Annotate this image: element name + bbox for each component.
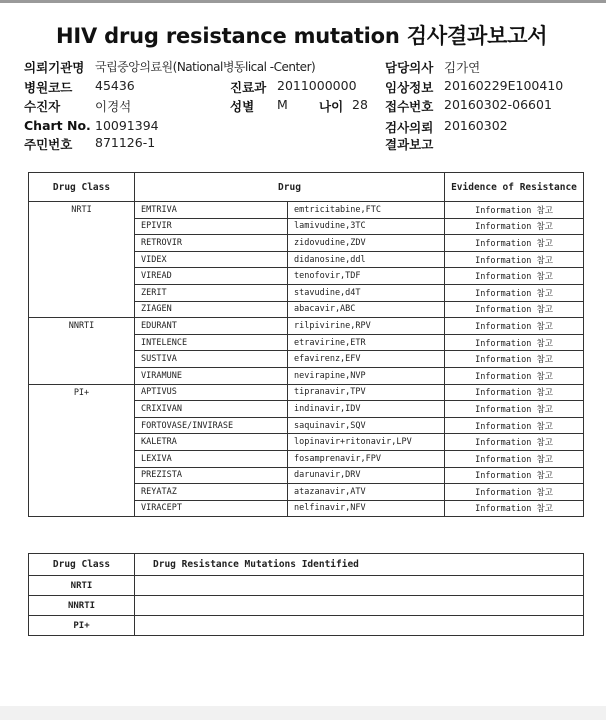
evidence-cell: Information 참고	[445, 284, 584, 301]
drug-class-cell: PI+	[29, 616, 135, 636]
sex-value: M	[277, 97, 288, 112]
resident-no-value: 871126-1	[95, 135, 156, 150]
clinical-info-label: 임상정보	[385, 80, 434, 95]
evidence-cell: Information 참고	[445, 367, 584, 384]
evidence-cell: Information 참고	[445, 484, 584, 501]
request-date-label: 검사의뢰	[385, 120, 434, 135]
age-label: 나이	[319, 99, 344, 114]
doctor-value: 김가연	[444, 60, 481, 75]
generic-name-cell: efavirenz,EFV	[288, 351, 445, 368]
evidence-cell: Information 참고	[445, 301, 584, 318]
brand-name-cell: KALETRA	[135, 434, 288, 451]
brand-name-cell: LEXIVA	[135, 450, 288, 467]
brand-name-cell: SUSTIVA	[135, 351, 288, 368]
evidence-cell: Information 참고	[445, 467, 584, 484]
brand-name-cell: REYATAZ	[135, 484, 288, 501]
institution-value: 국립중앙의료원(National병동lical -Center)	[95, 60, 316, 74]
dept-label: 진료과	[230, 80, 267, 95]
generic-name-cell: saquinavir,SQV	[288, 417, 445, 434]
generic-name-cell: nevirapine,NVP	[288, 367, 445, 384]
evidence-cell: Information 참고	[445, 235, 584, 252]
header-drug: Drug	[135, 173, 445, 202]
report-date-label: 결과보고	[385, 137, 434, 152]
generic-name-cell: nelfinavir,NFV	[288, 500, 445, 517]
brand-name-cell: VIRACEPT	[135, 500, 288, 517]
evidence-cell: Information 참고	[445, 401, 584, 418]
table-row	[29, 318, 584, 335]
brand-name-cell: VIDEX	[135, 251, 288, 268]
generic-name-cell: lamivudine,3TC	[288, 218, 445, 235]
drug-class-cell: NNRTI	[29, 318, 135, 384]
header-mutations: Drug Resistance Mutations Identified	[135, 554, 584, 576]
evidence-cell: Information 참고	[445, 351, 584, 368]
brand-name-cell: EDURANT	[135, 318, 288, 335]
generic-name-cell: didanosine,ddl	[288, 251, 445, 268]
brand-name-cell: VIRAMUNE	[135, 367, 288, 384]
generic-name-cell: etravirine,ETR	[288, 334, 445, 351]
drug-class-cell: PI+	[29, 384, 135, 517]
brand-name-cell: EPIVIR	[135, 218, 288, 235]
chart-no-label: Chart No.	[24, 118, 91, 133]
brand-name-cell: VIREAD	[135, 268, 288, 285]
evidence-cell: Information 참고	[445, 417, 584, 434]
brand-name-cell: PREZISTA	[135, 467, 288, 484]
evidence-cell: Information 참고	[445, 268, 584, 285]
table-row	[29, 576, 584, 596]
table-row	[29, 616, 584, 636]
mutations-table	[28, 553, 584, 636]
table-row	[29, 384, 584, 401]
header-evidence: Evidence of Resistance	[445, 173, 584, 202]
age-value: 28	[352, 97, 368, 112]
generic-name-cell: tipranavir,TPV	[288, 384, 445, 401]
evidence-cell: Information 참고	[445, 251, 584, 268]
generic-name-cell: lopinavir+ritonavir,LPV	[288, 434, 445, 451]
generic-name-cell: zidovudine,ZDV	[288, 235, 445, 252]
evidence-cell: Information 참고	[445, 202, 584, 219]
header-drug-class: Drug Class	[29, 173, 135, 202]
table-row	[29, 596, 584, 616]
dept-value: 2011000000	[277, 78, 357, 93]
patient-value: 이경석	[95, 99, 132, 114]
evidence-cell: Information 참고	[445, 434, 584, 451]
evidence-cell: Information 참고	[445, 500, 584, 517]
request-date-value: 20160302	[444, 118, 508, 133]
brand-name-cell: INTELENCE	[135, 334, 288, 351]
table-row	[29, 202, 584, 219]
brand-name-cell: ZERIT	[135, 284, 288, 301]
doctor-label: 담당의사	[385, 60, 434, 75]
generic-name-cell: tenofovir,TDF	[288, 268, 445, 285]
mutations-cell	[135, 576, 584, 596]
institution-label: 의뢰기관명	[24, 60, 85, 75]
clinical-info-value: 20160229E100410	[444, 78, 564, 93]
patient-label: 수진자	[24, 99, 61, 114]
bottom-band	[0, 706, 606, 720]
generic-name-cell: abacavir,ABC	[288, 301, 445, 318]
header-drug-class: Drug Class	[29, 554, 135, 576]
drug-class-cell: NRTI	[29, 202, 135, 318]
hospital-code-label: 병원코드	[24, 80, 73, 95]
chart-no-value: 10091394	[95, 118, 159, 133]
brand-name-cell: RETROVIR	[135, 235, 288, 252]
evidence-cell: Information 참고	[445, 450, 584, 467]
mutations-cell	[135, 596, 584, 616]
drug-resistance-table	[28, 172, 584, 517]
evidence-cell: Information 참고	[445, 318, 584, 335]
evidence-cell: Information 참고	[445, 334, 584, 351]
sex-label: 성별	[230, 99, 255, 114]
generic-name-cell: darunavir,DRV	[288, 467, 445, 484]
evidence-cell: Information 참고	[445, 218, 584, 235]
generic-name-cell: indinavir,IDV	[288, 401, 445, 418]
brand-name-cell: CRIXIVAN	[135, 401, 288, 418]
hospital-code-value: 45436	[95, 78, 135, 93]
generic-name-cell: rilpivirine,RPV	[288, 318, 445, 335]
resident-no-label: 주민번호	[24, 137, 73, 152]
mutations-cell	[135, 616, 584, 636]
receipt-no-value: 20160302-06601	[444, 97, 552, 112]
generic-name-cell: emtricitabine,FTC	[288, 202, 445, 219]
receipt-no-label: 접수번호	[385, 99, 434, 114]
evidence-cell: Information 참고	[445, 384, 584, 401]
generic-name-cell: atazanavir,ATV	[288, 484, 445, 501]
report-title: HIV drug resistance mutation 검사결과보고서	[56, 24, 548, 48]
brand-name-cell: APTIVUS	[135, 384, 288, 401]
brand-name-cell: ZIAGEN	[135, 301, 288, 318]
generic-name-cell: fosamprenavir,FPV	[288, 450, 445, 467]
brand-name-cell: FORTOVASE/INVIRASE	[135, 417, 288, 434]
generic-name-cell: stavudine,d4T	[288, 284, 445, 301]
brand-name-cell: EMTRIVA	[135, 202, 288, 219]
top-border	[0, 0, 606, 3]
drug-class-cell: NRTI	[29, 576, 135, 596]
drug-class-cell: NNRTI	[29, 596, 135, 616]
